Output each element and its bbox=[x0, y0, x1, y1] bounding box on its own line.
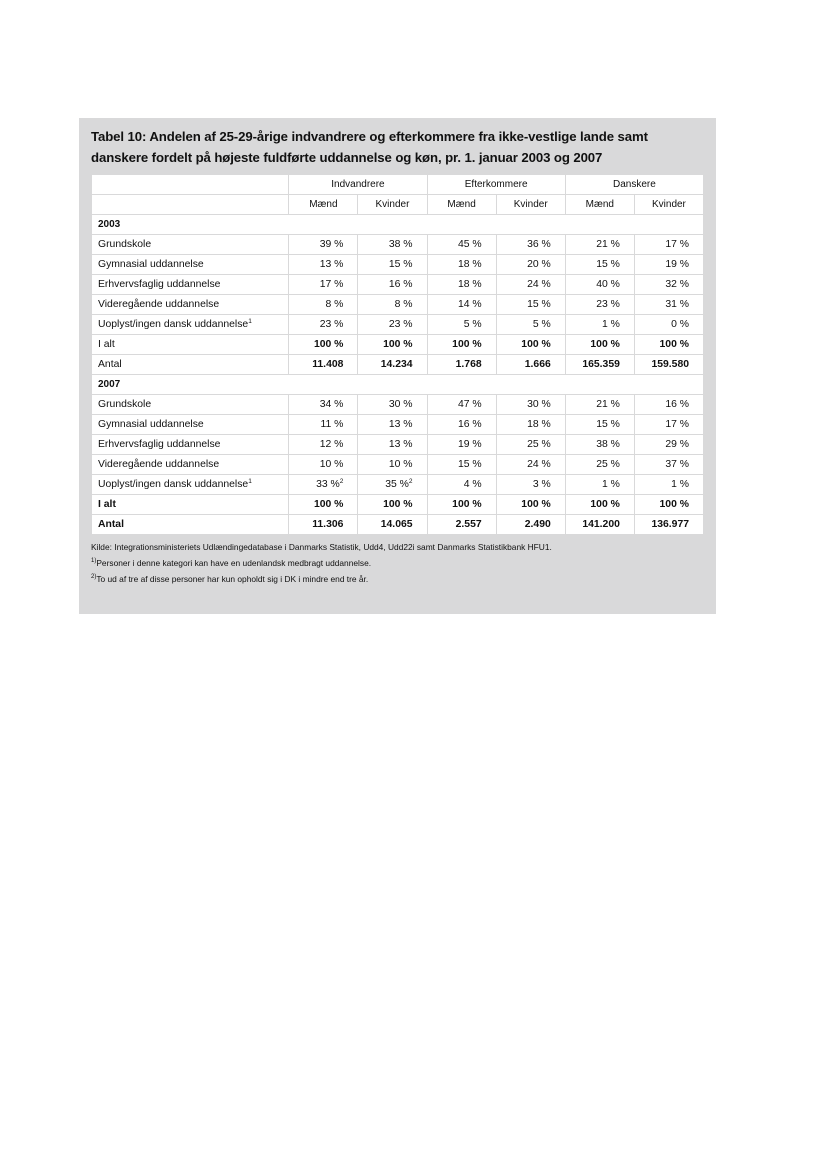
value-cell bbox=[289, 335, 358, 355]
value-text: 40 % bbox=[596, 279, 620, 290]
value-cell bbox=[427, 455, 496, 475]
table-row bbox=[92, 435, 704, 455]
value-text: 0 % bbox=[671, 319, 689, 330]
table-notes bbox=[91, 539, 704, 587]
value-text: 8 % bbox=[325, 299, 344, 310]
value-text: 136.977 bbox=[651, 519, 689, 530]
value-text: 39 % bbox=[319, 239, 344, 250]
value-text: 13 % bbox=[388, 439, 413, 450]
value-text: 45 % bbox=[457, 239, 482, 250]
value-text: 18 % bbox=[527, 419, 551, 430]
value-cell bbox=[358, 395, 427, 415]
value-cell bbox=[427, 475, 496, 495]
footnote-text: Personer i denne kategori kan have en udenlandsk medbragt uddannelse. bbox=[96, 558, 372, 568]
value-text: 21 % bbox=[596, 239, 620, 250]
value-text: 1 % bbox=[671, 479, 689, 490]
value-text: 1.666 bbox=[524, 359, 551, 370]
table-row bbox=[92, 495, 704, 515]
value-text: 15 % bbox=[388, 259, 413, 270]
value-text: 100 % bbox=[452, 499, 482, 510]
value-cell bbox=[358, 475, 427, 495]
value-cell bbox=[565, 235, 634, 255]
value-cell bbox=[289, 315, 358, 335]
row-label-text: Gymnasial uddannelse bbox=[98, 259, 204, 270]
footnote-ref: 2 bbox=[408, 478, 413, 485]
value-text: 16 % bbox=[388, 279, 413, 290]
value-cell bbox=[289, 295, 358, 315]
row-label-text: Antal bbox=[98, 519, 124, 530]
value-cell bbox=[496, 495, 565, 515]
corner-cell bbox=[92, 175, 289, 195]
row-label bbox=[92, 435, 289, 455]
value-text: 47 % bbox=[457, 399, 482, 410]
table-row bbox=[92, 395, 704, 415]
value-text: 100 % bbox=[659, 339, 689, 350]
value-cell bbox=[496, 275, 565, 295]
value-text: 13 % bbox=[319, 259, 344, 270]
year-row bbox=[92, 215, 704, 235]
value-cell bbox=[496, 295, 565, 315]
value-cell bbox=[565, 455, 634, 475]
value-cell bbox=[565, 415, 634, 435]
value-text: 4 % bbox=[463, 479, 482, 490]
value-text: 100 % bbox=[521, 499, 551, 510]
value-text: 141.200 bbox=[582, 519, 620, 530]
subheader: Kvinder bbox=[634, 195, 703, 215]
value-text: 17 % bbox=[665, 419, 689, 430]
value-text: 14 % bbox=[457, 299, 482, 310]
value-text: 15 % bbox=[457, 459, 482, 470]
table-row bbox=[92, 235, 704, 255]
value-cell bbox=[565, 335, 634, 355]
value-cell bbox=[565, 275, 634, 295]
value-text: 100 % bbox=[521, 339, 551, 350]
value-text: 12 % bbox=[319, 439, 344, 450]
value-cell bbox=[427, 335, 496, 355]
footnote-ref: 1 bbox=[248, 478, 252, 485]
value-text: 100 % bbox=[383, 499, 413, 510]
value-cell bbox=[634, 335, 703, 355]
value-cell bbox=[565, 315, 634, 335]
value-text: 11.408 bbox=[312, 359, 344, 370]
value-cell bbox=[634, 315, 703, 335]
row-label-text: Uoplyst/ingen dansk uddannelse bbox=[98, 479, 249, 490]
row-label-text: Videregående uddannelse bbox=[98, 299, 220, 310]
value-text: 14.234 bbox=[380, 359, 413, 370]
value-cell bbox=[565, 435, 634, 455]
row-label bbox=[92, 475, 289, 495]
value-cell bbox=[358, 275, 427, 295]
subheader: Kvinder bbox=[496, 195, 565, 215]
value-cell bbox=[634, 395, 703, 415]
value-cell bbox=[289, 495, 358, 515]
table-row bbox=[92, 475, 704, 495]
value-cell bbox=[289, 395, 358, 415]
value-text: 19 % bbox=[665, 259, 689, 270]
value-text: 33 % bbox=[316, 479, 340, 490]
value-text: 5 % bbox=[532, 319, 551, 330]
year-label: 2007 bbox=[92, 375, 704, 395]
value-cell bbox=[427, 515, 496, 535]
value-cell bbox=[289, 275, 358, 295]
value-text: 18 % bbox=[457, 259, 482, 270]
subheader: Kvinder bbox=[358, 195, 427, 215]
value-cell bbox=[358, 415, 427, 435]
value-cell bbox=[496, 235, 565, 255]
value-cell bbox=[358, 335, 427, 355]
value-text: 38 % bbox=[388, 239, 413, 250]
value-text: 38 % bbox=[596, 439, 620, 450]
value-text: 30 % bbox=[527, 399, 551, 410]
value-cell bbox=[496, 415, 565, 435]
table-body bbox=[92, 215, 704, 535]
row-label-text: Erhvervsfaglig uddannelse bbox=[98, 439, 221, 450]
value-cell bbox=[427, 315, 496, 335]
row-label-text: Antal bbox=[98, 359, 122, 370]
value-text: 16 % bbox=[665, 399, 689, 410]
footnote-text: To ud af tre af disse personer har kun opholdt sig i DK i mindre end tre år. bbox=[96, 574, 369, 584]
value-text: 11 % bbox=[320, 419, 344, 430]
value-cell bbox=[358, 315, 427, 335]
row-label bbox=[92, 295, 289, 315]
row-label-text: Videregående uddannelse bbox=[98, 459, 220, 470]
value-cell bbox=[427, 355, 496, 375]
value-cell bbox=[358, 455, 427, 475]
value-cell bbox=[496, 255, 565, 275]
value-text: 21 % bbox=[596, 399, 620, 410]
value-cell bbox=[634, 355, 703, 375]
value-text: 13 % bbox=[388, 419, 413, 430]
value-cell bbox=[496, 435, 565, 455]
value-text: 17 % bbox=[319, 279, 344, 290]
value-text: 19 % bbox=[457, 439, 482, 450]
row-label bbox=[92, 355, 289, 375]
row-label bbox=[92, 455, 289, 475]
group-header: Indvandrere bbox=[289, 175, 427, 195]
row-label bbox=[92, 395, 289, 415]
footnote-ref: 1 bbox=[248, 318, 252, 325]
row-label bbox=[92, 415, 289, 435]
value-cell bbox=[634, 475, 703, 495]
row-label-text: Gymnasial uddannelse bbox=[98, 419, 204, 430]
table-panel bbox=[79, 118, 716, 614]
value-cell bbox=[427, 235, 496, 255]
value-cell bbox=[358, 515, 427, 535]
value-cell bbox=[358, 235, 427, 255]
table-row bbox=[92, 255, 704, 275]
value-cell bbox=[496, 455, 565, 475]
value-cell bbox=[427, 275, 496, 295]
value-text: 20 % bbox=[527, 259, 551, 270]
value-cell bbox=[427, 295, 496, 315]
value-text: 23 % bbox=[388, 319, 413, 330]
row-label bbox=[92, 275, 289, 295]
value-text: 100 % bbox=[659, 499, 689, 510]
value-text: 31 % bbox=[665, 299, 689, 310]
value-cell bbox=[496, 395, 565, 415]
value-text: 100 % bbox=[313, 499, 344, 510]
value-cell bbox=[358, 495, 427, 515]
value-cell bbox=[427, 415, 496, 435]
value-cell bbox=[289, 415, 358, 435]
value-cell bbox=[565, 495, 634, 515]
value-text: 100 % bbox=[590, 339, 620, 350]
table-row bbox=[92, 455, 704, 475]
value-text: 10 % bbox=[388, 459, 413, 470]
value-text: 29 % bbox=[665, 439, 689, 450]
value-text: 159.580 bbox=[651, 359, 689, 370]
value-cell bbox=[634, 255, 703, 275]
value-text: 30 % bbox=[388, 399, 413, 410]
value-cell bbox=[565, 475, 634, 495]
value-cell bbox=[358, 295, 427, 315]
value-text: 23 % bbox=[319, 319, 344, 330]
value-text: 15 % bbox=[596, 259, 620, 270]
table-row bbox=[92, 515, 704, 535]
value-text: 8 % bbox=[394, 299, 413, 310]
value-text: 15 % bbox=[596, 419, 620, 430]
row-label-text: Grundskole bbox=[98, 399, 152, 410]
footnote-mark: 2) bbox=[91, 574, 97, 580]
value-cell bbox=[634, 235, 703, 255]
value-cell bbox=[565, 515, 634, 535]
value-text: 25 % bbox=[596, 459, 620, 470]
value-cell bbox=[496, 475, 565, 495]
row-label-text: I alt bbox=[98, 339, 115, 350]
row-label bbox=[92, 235, 289, 255]
year-label: 2003 bbox=[92, 215, 704, 235]
subheader: Mænd bbox=[289, 195, 358, 215]
row-label-text: Erhvervsfaglig uddannelse bbox=[98, 279, 221, 290]
value-cell bbox=[289, 435, 358, 455]
value-text: 100 % bbox=[383, 339, 413, 350]
value-text: 18 % bbox=[457, 279, 482, 290]
value-text: 165.359 bbox=[582, 359, 620, 370]
value-cell bbox=[358, 435, 427, 455]
value-text: 16 % bbox=[457, 419, 482, 430]
value-cell bbox=[358, 255, 427, 275]
footnote-ref: 2 bbox=[339, 478, 344, 485]
table-title: Tabel 10: Andelen af 25-29-årige indvandrere og efterkommere fra ikke-vestlige lande samt danskere fordelt på højeste fuldførte uddannelse og køn, pr. 1. januar 2003 og 2007 bbox=[91, 129, 648, 165]
table-row bbox=[92, 335, 704, 355]
value-text: 3 % bbox=[532, 479, 551, 490]
value-text: 5 % bbox=[463, 319, 482, 330]
group-header: Danskere bbox=[565, 175, 703, 195]
value-cell bbox=[634, 515, 703, 535]
value-text: 14.065 bbox=[380, 519, 413, 530]
value-cell bbox=[634, 455, 703, 475]
value-cell bbox=[289, 255, 358, 275]
value-cell bbox=[565, 355, 634, 375]
row-label bbox=[92, 315, 289, 335]
subheader: Mænd bbox=[565, 195, 634, 215]
year-row bbox=[92, 375, 704, 395]
value-text: 100 % bbox=[590, 499, 620, 510]
row-label-text: Uoplyst/ingen dansk uddannelse bbox=[98, 319, 249, 330]
corner-cell bbox=[92, 195, 289, 215]
value-text: 35 % bbox=[385, 479, 409, 490]
group-header: Efterkommere bbox=[427, 175, 565, 195]
value-cell bbox=[634, 295, 703, 315]
table-row bbox=[92, 295, 704, 315]
value-cell bbox=[634, 415, 703, 435]
value-text: 1.768 bbox=[455, 359, 482, 370]
footnote-mark: 1) bbox=[91, 558, 97, 564]
value-cell bbox=[565, 395, 634, 415]
row-label-text: I alt bbox=[98, 499, 116, 510]
value-text: 23 % bbox=[596, 299, 620, 310]
table-row bbox=[92, 275, 704, 295]
footnote-1 bbox=[91, 555, 704, 571]
table-row bbox=[92, 315, 704, 335]
subheader-row bbox=[92, 195, 704, 215]
value-cell bbox=[496, 355, 565, 375]
value-text: 1 % bbox=[601, 319, 620, 330]
value-cell bbox=[358, 355, 427, 375]
source-note: Kilde: Integrationsministeriets Udlændingedatabase i Danmarks Statistik, Udd4, Udd22i samt Danmarks Statistikbank HFU1. bbox=[91, 542, 552, 552]
value-text: 10 % bbox=[319, 459, 344, 470]
table-row bbox=[92, 355, 704, 375]
value-text: 2.490 bbox=[524, 519, 551, 530]
value-text: 2.557 bbox=[455, 519, 482, 530]
value-cell bbox=[634, 275, 703, 295]
row-label bbox=[92, 335, 289, 355]
footnote-2 bbox=[91, 571, 704, 587]
value-cell bbox=[289, 355, 358, 375]
data-table bbox=[91, 174, 704, 535]
table-row bbox=[92, 415, 704, 435]
value-cell bbox=[427, 495, 496, 515]
value-text: 11.306 bbox=[312, 519, 344, 530]
subheader: Mænd bbox=[427, 195, 496, 215]
row-label bbox=[92, 515, 289, 535]
value-cell bbox=[565, 255, 634, 275]
value-text: 1 % bbox=[601, 479, 620, 490]
value-cell bbox=[634, 495, 703, 515]
value-cell bbox=[496, 515, 565, 535]
value-cell bbox=[634, 435, 703, 455]
value-text: 15 % bbox=[527, 299, 551, 310]
value-text: 36 % bbox=[527, 239, 551, 250]
row-label bbox=[92, 495, 289, 515]
row-label bbox=[92, 255, 289, 275]
row-label-text: Grundskole bbox=[98, 239, 152, 250]
group-header-row bbox=[92, 175, 704, 195]
value-cell bbox=[496, 335, 565, 355]
value-text: 32 % bbox=[665, 279, 689, 290]
value-text: 24 % bbox=[527, 459, 551, 470]
value-cell bbox=[496, 315, 565, 335]
value-text: 24 % bbox=[527, 279, 551, 290]
value-cell bbox=[427, 435, 496, 455]
value-text: 100 % bbox=[313, 339, 344, 350]
value-cell bbox=[427, 395, 496, 415]
value-text: 17 % bbox=[665, 239, 689, 250]
value-text: 34 % bbox=[319, 399, 344, 410]
value-text: 25 % bbox=[527, 439, 551, 450]
value-text: 37 % bbox=[665, 459, 689, 470]
value-cell bbox=[289, 235, 358, 255]
value-cell bbox=[427, 255, 496, 275]
value-cell bbox=[289, 515, 358, 535]
value-cell bbox=[289, 475, 358, 495]
value-cell bbox=[289, 455, 358, 475]
value-cell bbox=[565, 295, 634, 315]
value-text: 100 % bbox=[452, 339, 482, 350]
